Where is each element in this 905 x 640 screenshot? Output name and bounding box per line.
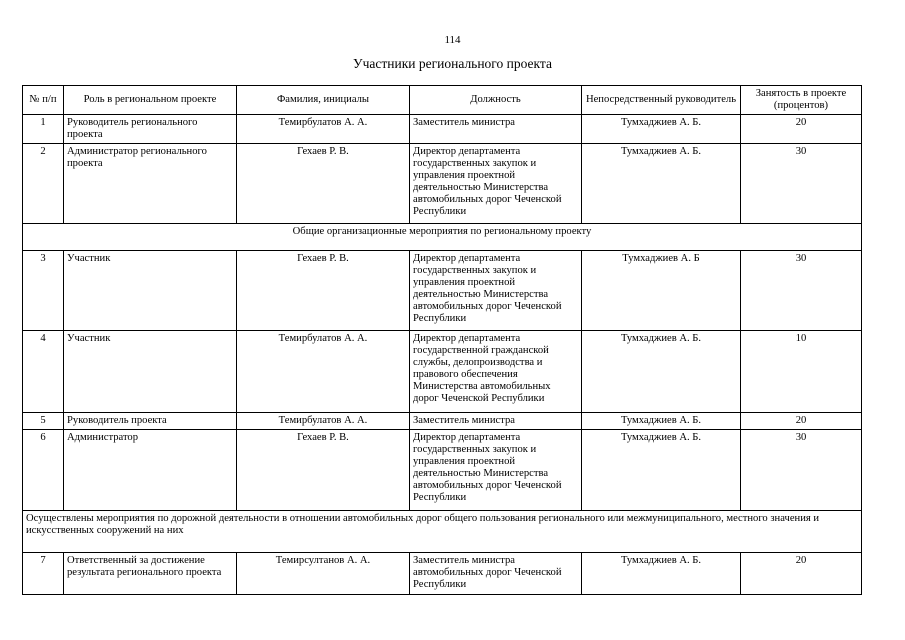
row-number: 6 (23, 429, 64, 510)
row-load: 30 (741, 143, 862, 223)
row-manager: Тумхаджиев А. Б. (582, 143, 741, 223)
row-position: Заместитель министра (410, 412, 582, 429)
column-header-role: Роль в региональном проекте (64, 86, 237, 115)
row-manager: Тумхаджиев А. Б. (582, 114, 741, 143)
section-row (23, 223, 862, 250)
row-load: 20 (741, 114, 862, 143)
row-position: Директор департамента государственных закупок и управления проектной деятельностью Министерства автомобильных дорог Чеченской Республики (410, 429, 582, 510)
row-position: Заместитель министра (410, 114, 582, 143)
row-position: Директор департамента государственных закупок и управления проектной деятельностью Министерства автомобильных дорог Чеченской Республики (410, 250, 582, 330)
table-row (23, 143, 862, 223)
column-header-manager: Непосредственный руководитель (582, 86, 741, 115)
row-name: Темирбулатов А. А. (237, 330, 410, 412)
row-manager: Тумхаджиев А. Б. (582, 412, 741, 429)
row-name: Гехаев Р. В. (237, 429, 410, 510)
table-row (23, 250, 862, 330)
row-position: Директор департамента государственной гражданской службы, делопроизводства и правового обеспечения Министерства автомобильных дорог Чеченской Республики (410, 330, 582, 412)
column-header-number: № п/п (23, 86, 64, 115)
row-load: 30 (741, 429, 862, 510)
table-header-row (23, 86, 862, 115)
table-row (23, 114, 862, 143)
column-header-position: Должность (410, 86, 582, 115)
row-load: 20 (741, 552, 862, 594)
column-header-name: Фамилия, инициалы (237, 86, 410, 115)
row-name: Темирбулатов А. А. (237, 412, 410, 429)
row-name: Темирбулатов А. А. (237, 114, 410, 143)
row-manager: Тумхаджиев А. Б (582, 250, 741, 330)
row-name: Темирсултанов А. А. (237, 552, 410, 594)
column-header-load: Занятость в проекте (процентов) (741, 86, 862, 115)
row-role: Администратор регионального проекта (64, 143, 237, 223)
participants-table (22, 85, 862, 595)
row-number: 1 (23, 114, 64, 143)
row-manager: Тумхаджиев А. Б. (582, 330, 741, 412)
row-position: Заместитель министра автомобильных дорог Чеченской Республики (410, 552, 582, 594)
row-role: Руководитель проекта (64, 412, 237, 429)
row-load: 10 (741, 330, 862, 412)
row-role: Ответственный за достижение результата регионального проекта (64, 552, 237, 594)
row-number: 5 (23, 412, 64, 429)
row-role: Участник (64, 330, 237, 412)
row-number: 2 (23, 143, 64, 223)
table-row (23, 412, 862, 429)
row-number: 4 (23, 330, 64, 412)
table-row (23, 429, 862, 510)
row-manager: Тумхаджиев А. Б. (582, 552, 741, 594)
row-load: 20 (741, 412, 862, 429)
row-role: Руководитель регионального проекта (64, 114, 237, 143)
row-name: Гехаев Р. В. (237, 250, 410, 330)
section-row (23, 510, 862, 552)
row-name: Гехаев Р. В. (237, 143, 410, 223)
row-role: Участник (64, 250, 237, 330)
table-row (23, 330, 862, 412)
row-manager: Тумхаджиев А. Б. (582, 429, 741, 510)
document-title: Участники регионального проекта (353, 56, 552, 71)
row-role: Администратор (64, 429, 237, 510)
row-number: 3 (23, 250, 64, 330)
row-position: Директор департамента государственных закупок и управления проектной деятельностью Министерства автомобильных дорог Чеченской Республики (410, 143, 582, 223)
section-heading: Общие организационные мероприятия по региональному проекту (23, 223, 862, 250)
row-number: 7 (23, 552, 64, 594)
section-heading: Осуществлены мероприятия по дорожной деятельности в отношении автомобильных дорог общего пользования регионального или межмуниципального, местного значения и искусственных сооружений на них (23, 510, 862, 552)
table-row (23, 552, 862, 594)
page-number: 114 (444, 34, 461, 46)
row-load: 30 (741, 250, 862, 330)
